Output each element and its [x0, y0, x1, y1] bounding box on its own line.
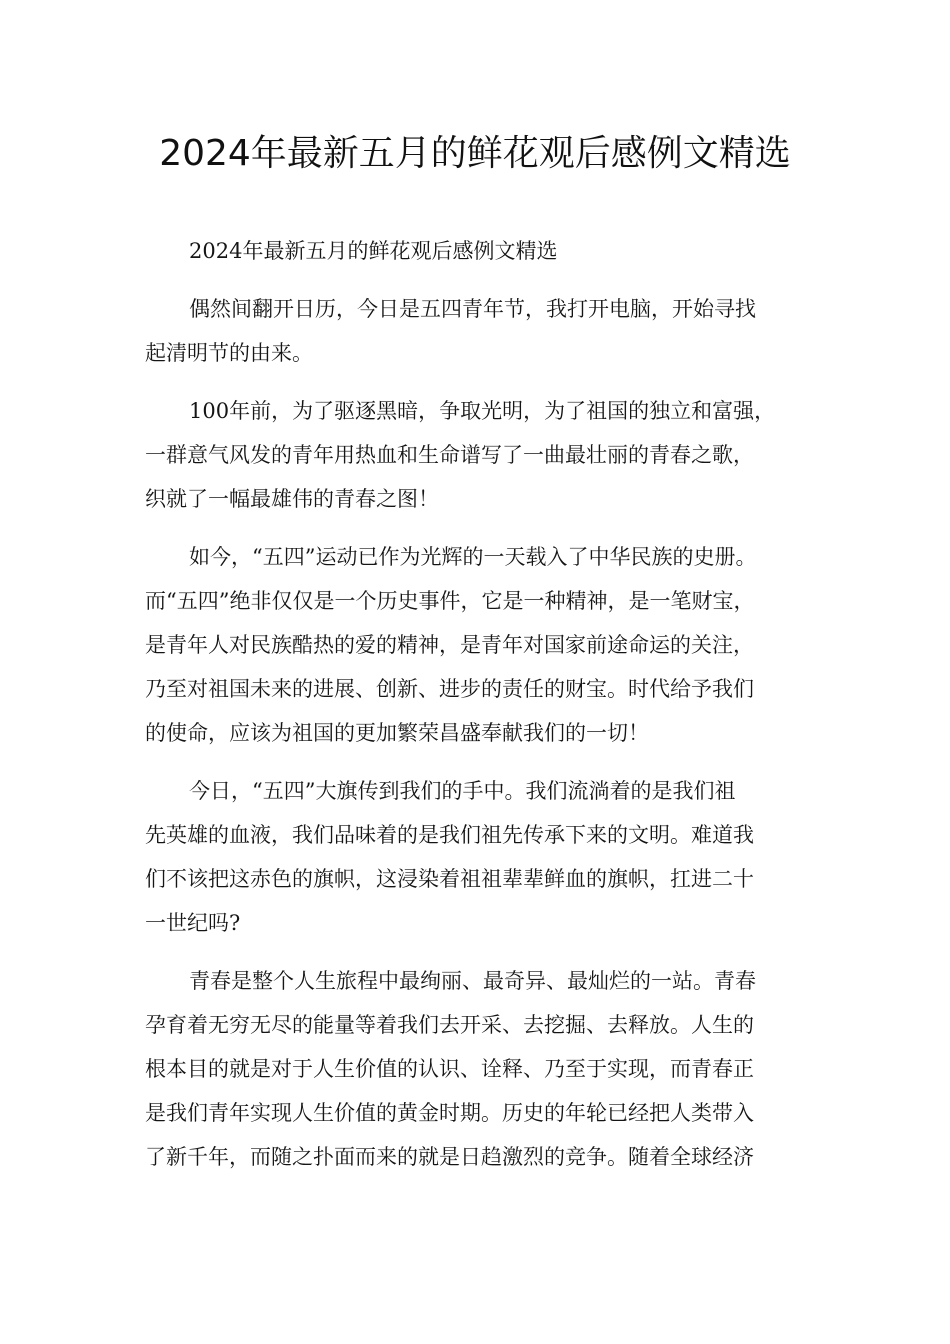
text-line: 而“五四”绝非仅仅是一个历史事件，它是一种精神，是一笔财宝，	[145, 589, 755, 613]
text-line: 乃至对祖国未来的进展、创新、进步的责任的财宝。时代给予我们	[145, 677, 754, 701]
paragraph	[145, 287, 815, 375]
text-line: 偶然间翻开日历，今日是五四青年节，我打开电脑，开始寻找	[189, 297, 756, 321]
text-line: 的使命，应该为祖国的更加繁荣昌盛奉献我们的一切！	[145, 721, 649, 745]
text-line: 织就了一幅最雄伟的青春之图！	[145, 487, 439, 511]
text-line: 了新千年，而随之扑面而来的就是日趋激烈的竞争。随着全球经济	[145, 1145, 754, 1169]
document-body	[145, 229, 815, 1193]
text-line: 100年前，为了驱逐黑暗，争取光明，为了祖国的独立和富强，	[189, 399, 776, 423]
text-line: 根本目的就是对于人生价值的认识、诠释、乃至于实现，而青春正	[145, 1057, 754, 1081]
text-line: 起清明节的由来。	[145, 341, 313, 365]
text-line: 今日，“五四”大旗传到我们的手中。我们流淌着的是我们祖	[189, 779, 736, 803]
text-line: 先英雄的血液，我们品味着的是我们祖先传承下来的文明。难道我	[145, 823, 754, 847]
document-title: 2024年最新五月的鲜花观后感例文精选	[159, 133, 791, 174]
paragraph	[145, 229, 815, 273]
text-line: 孕育着无穷无尽的能量等着我们去开采、去挖掘、去释放。人生的	[145, 1013, 754, 1037]
paragraph	[145, 769, 815, 945]
text-line: 青春是整个人生旅程中最绚丽、最奇异、最灿烂的一站。青春	[189, 969, 756, 993]
text-line: 如今，“五四”运动已作为光辉的一天载入了中华民族的史册。	[189, 545, 757, 569]
text-line: 们不该把这赤色的旗帜，这浸染着祖祖辈辈鲜血的旗帜，扛进二十	[145, 867, 754, 891]
text-line: 是青年人对民族酷热的爱的精神，是青年对国家前途命运的关注，	[145, 633, 754, 657]
paragraph	[145, 389, 815, 521]
text-line: 一群意气风发的青年用热血和生命谱写了一曲最壮丽的青春之歌，	[145, 443, 754, 467]
text-line: 是我们青年实现人生价值的黄金时期。历史的年轮已经把人类带入	[145, 1101, 754, 1125]
text-line: 2024年最新五月的鲜花观后感例文精选	[189, 239, 558, 263]
paragraph	[145, 535, 815, 755]
paragraph	[145, 959, 815, 1179]
text-line: 一世纪吗?	[145, 911, 241, 935]
